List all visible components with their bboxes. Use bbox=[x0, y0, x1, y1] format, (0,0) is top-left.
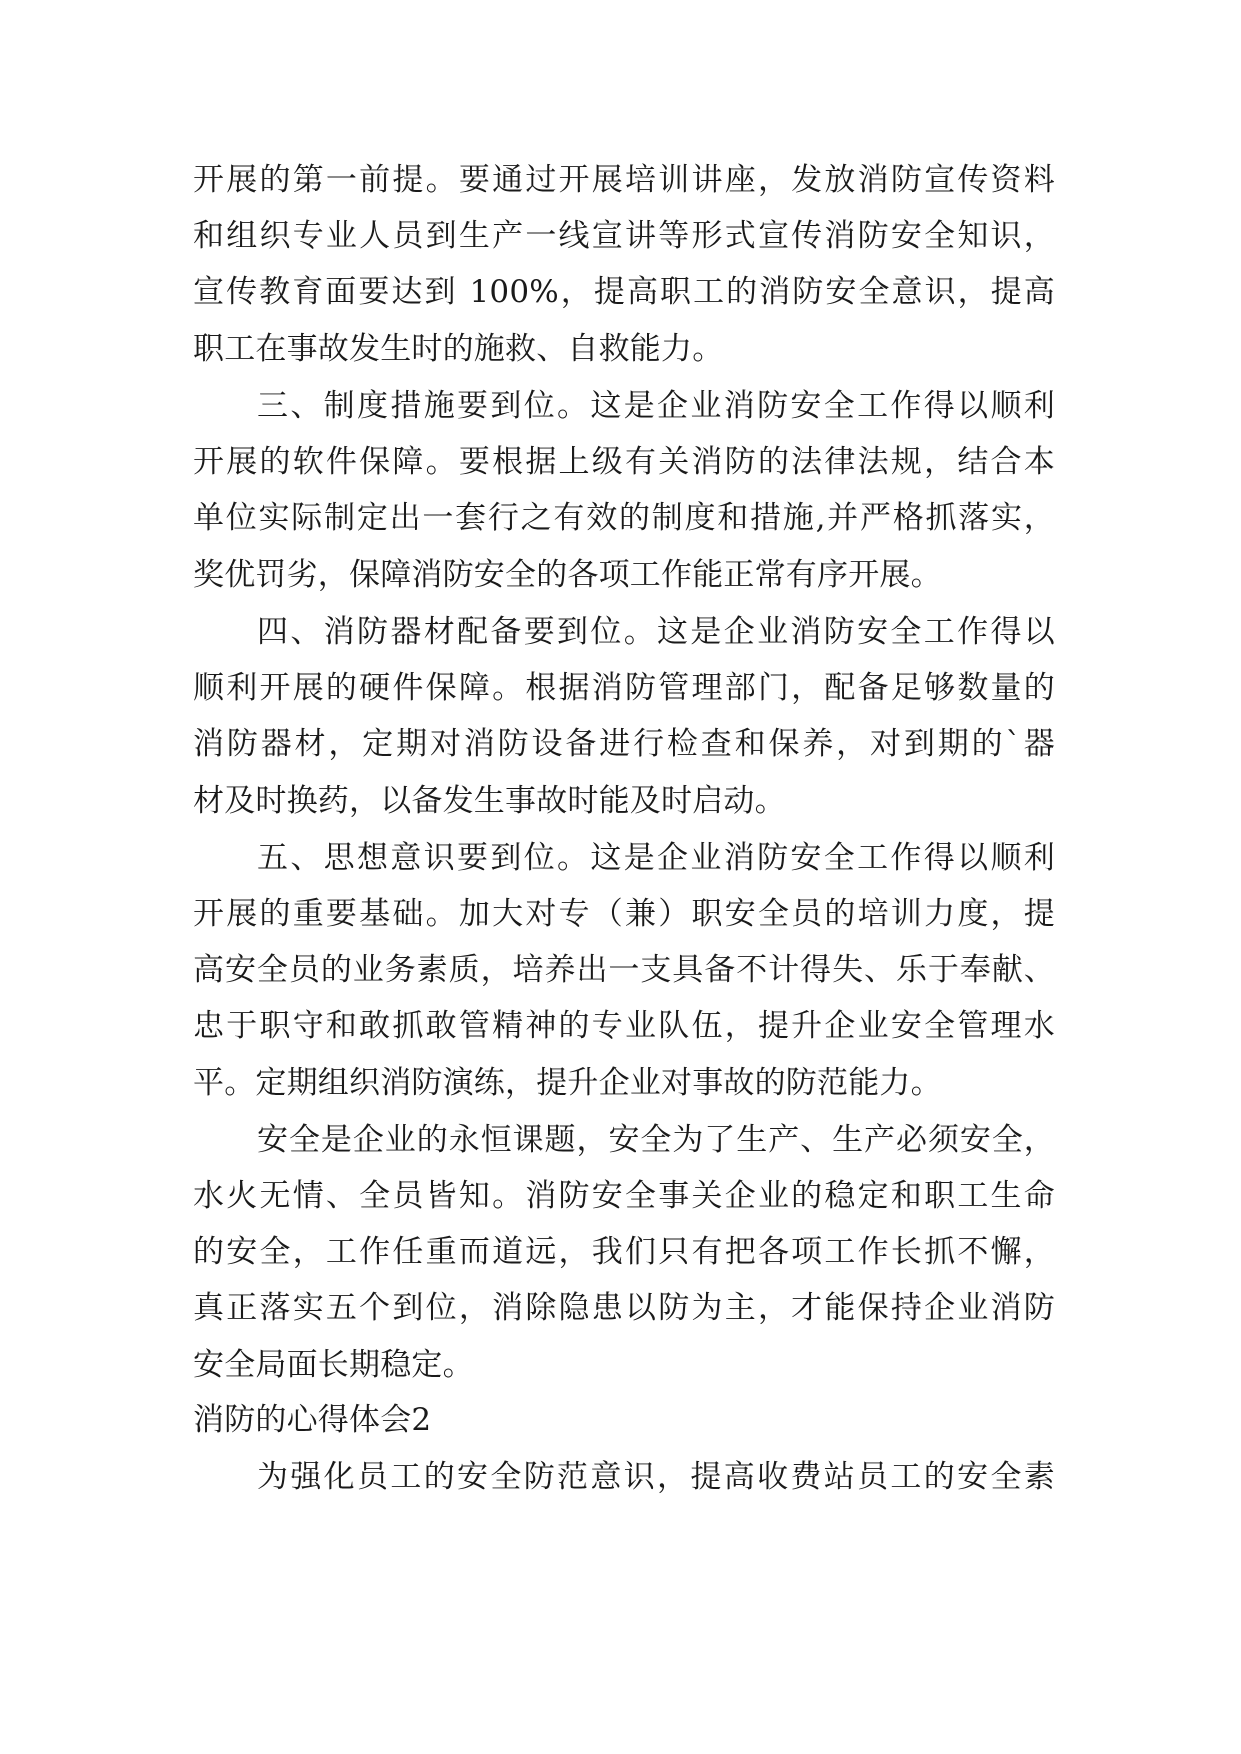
text-line: 真正落实五个到位，消除隐患以防为主，才能保持企业消防 bbox=[193, 1290, 1055, 1326]
text-line: 消防器材，定期对消防设备进行检查和保养，对到期的`器 bbox=[193, 726, 1055, 762]
text-line: 顺利开展的硬件保障。根据消防管理部门，配备足够数量的 bbox=[193, 670, 1055, 706]
paragraph-first-line: 五、思想意识要到位。这是企业消防安全工作得以顺利 bbox=[257, 840, 1055, 876]
text-line: 材及时换药，以备发生事故时能及时启动。 bbox=[193, 783, 786, 819]
paragraph-first-line: 四、消防器材配备要到位。这是企业消防安全工作得以 bbox=[257, 614, 1055, 650]
text-line: 单位实际制定出一套行之有效的制度和措施,并严格抓落实， bbox=[193, 500, 1055, 536]
section-heading: 消防的心得体会2 bbox=[193, 1402, 432, 1438]
text-line: 的安全，工作任重而道远，我们只有把各项工作长抓不懈， bbox=[193, 1234, 1055, 1270]
text-line: 开展的第一前提。要通过开展培训讲座，发放消防宣传资料 bbox=[193, 162, 1055, 198]
text-line: 开展的重要基础。加大对专（兼）职安全员的培训力度，提 bbox=[193, 896, 1055, 932]
text-line: 平。定期组织消防演练，提升企业对事故的防范能力。 bbox=[193, 1065, 942, 1101]
text-line: 开展的软件保障。要根据上级有关消防的法律法规，结合本 bbox=[193, 444, 1055, 480]
text-line: 水火无情、全员皆知。消防安全事关企业的稳定和职工生命 bbox=[193, 1178, 1055, 1214]
paragraph-first-line: 安全是企业的永恒课题，安全为了生产、生产必须安全， bbox=[257, 1122, 1055, 1158]
text-line: 奖优罚劣，保障消防安全的各项工作能正常有序开展。 bbox=[193, 557, 942, 593]
text-line: 宣传教育面要达到 100%，提高职工的消防安全意识，提高 bbox=[193, 274, 1055, 310]
paragraph-first-line: 为强化员工的安全防范意识，提高收费站员工的安全素 bbox=[257, 1459, 1055, 1495]
text-line: 高安全员的业务素质，培养出一支具备不计得失、乐于奉献、 bbox=[193, 952, 1055, 988]
text-line: 安全局面长期稳定。 bbox=[193, 1347, 474, 1383]
text-line: 和组织专业人员到生产一线宣讲等形式宣传消防安全知识， bbox=[193, 218, 1055, 254]
text-line: 忠于职守和敢抓敢管精神的专业队伍，提升企业安全管理水 bbox=[193, 1008, 1055, 1044]
paragraph-first-line: 三、制度措施要到位。这是企业消防安全工作得以顺利 bbox=[257, 388, 1055, 424]
text-line: 职工在事故发生时的施救、自救能力。 bbox=[193, 331, 724, 367]
